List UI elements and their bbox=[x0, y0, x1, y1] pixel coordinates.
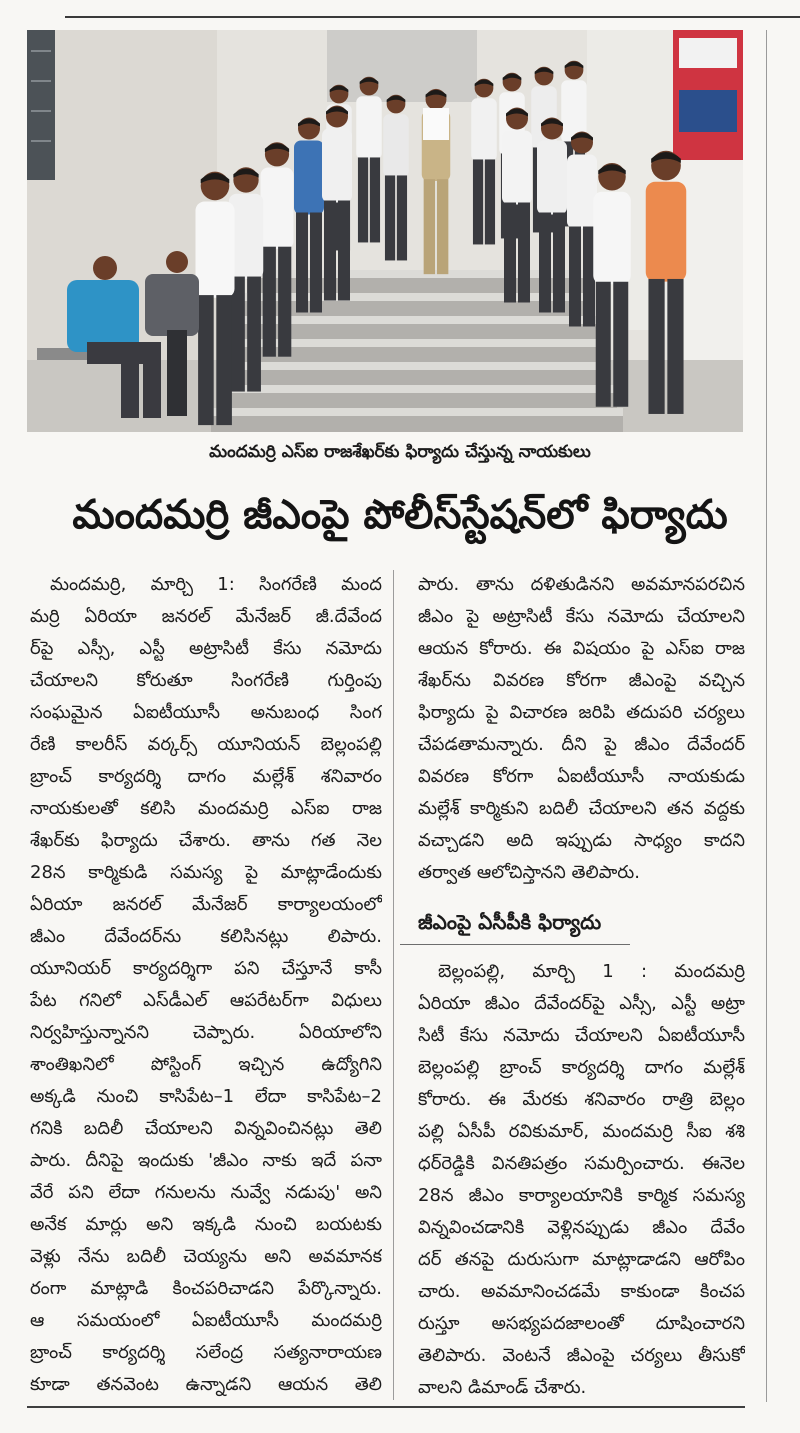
top-rule bbox=[65, 16, 800, 18]
text-line: వివరణ కోరగా ఏఐటీయూసీ నాయకుడు bbox=[418, 766, 745, 787]
text-line: యూనియర్ కార్యదర్శిగా పని చేస్తూనే కాసీ bbox=[30, 958, 382, 979]
text-line: అనేక మార్లు అని ఇక్కడి నుంచి బయటకు bbox=[30, 1214, 382, 1235]
text-line: సంఘమైన ఏఐటీయూసీ అనుబంధ సింగ bbox=[30, 702, 382, 723]
text-line: పారు. తాను దళితుడినని అవమానపరచిన bbox=[418, 574, 745, 595]
article-left-column bbox=[30, 569, 382, 1401]
text-line: బెల్లంపల్లి, మార్చి 1 : మందమర్రి bbox=[438, 961, 745, 982]
text-line: మందమర్రి, మార్చి 1: సింగరేణి మంద bbox=[50, 574, 382, 595]
text-line: బ్రాంచ్ కార్యదర్శి సలేంద్ర సత్యనారాయణ bbox=[30, 1342, 382, 1363]
text-line: పేట గనిలో ఎస్‌డీఎల్ ఆపరేటర్‌గా విధులు bbox=[30, 990, 382, 1011]
text-line: పల్లి ఏసీపీ రవికుమార్, మందమర్రి సీఐ శశి bbox=[418, 1121, 745, 1142]
text-line: తర్వాత ఆలోచిస్తానని తెలిపారు. bbox=[418, 862, 640, 883]
text-line: ఏరియా జీఎం దేవేందర్‌పై ఎస్సీ, ఎస్టీ అట్రా bbox=[418, 993, 745, 1014]
text-line: వాలని డిమాండ్ చేశారు. bbox=[418, 1377, 587, 1398]
text-line: మర్రి ఏరియా జనరల్ మేనేజర్ జీ.దేవేంద bbox=[30, 606, 382, 627]
text-line: వచ్చాడని అది ఇప్పుడు సాధ్యం కాదని bbox=[418, 830, 745, 851]
text-line: 28న కార్మికుడి సమస్య పై మాట్లాడేందుకు bbox=[30, 862, 382, 883]
text-line: ర్‌పై ఎస్సీ, ఎస్టీ అట్రాసిటీ కేసు నమోదు bbox=[30, 638, 382, 659]
text-line: కోరారు. ఈ మేరకు శనివారం రాత్రి బెల్లం bbox=[418, 1089, 745, 1110]
text-line: ఆయన కోరారు. ఈ విషయం పై ఎస్ఐ రాజ bbox=[418, 638, 745, 659]
text-line: శాంతిఖనిలో పోస్టింగ్ ఇచ్చిన ఉద్యోగిని bbox=[30, 1054, 382, 1075]
text-line: కూడా తనవెంట ఉన్నాడని ఆయన తెలి bbox=[30, 1374, 382, 1395]
text-line: ఏరియా జనరల్ మేనేజర్ కార్యాలయంలో bbox=[30, 894, 382, 915]
text-line: రేణి కాలరీస్ వర్కర్స్ యూనియన్ బెల్లంపల్లి bbox=[30, 734, 382, 755]
text-line: ధర్‌రెడ్డికి వినతిపత్రం సమర్పించారు. ఈనెల bbox=[418, 1153, 745, 1174]
subheading-underline bbox=[400, 944, 630, 945]
photo-caption: మందమర్రి ఎస్ఐ రాజశేఖర్‌కు ఫిర్యాదు చేస్తున్న నాయకులు bbox=[209, 442, 591, 462]
complaint-paper bbox=[423, 108, 449, 140]
text-line: విన్నవించడానికి వెళ్లినప్పుడు జీఎం దేవేం bbox=[418, 1217, 745, 1238]
text-line: చేయాలని కోరుతూ సింగరేణి గుర్తింపు bbox=[30, 670, 382, 691]
subheading: జీఎంపై ఏసీపీకి ఫిర్యాదు bbox=[418, 910, 602, 934]
text-line: రంగా మాట్లాడి కించపరిచాడని పేర్కొన్నారు. bbox=[30, 1278, 382, 1299]
text-line: వెళ్లు నేను బదిలీ చెయ్యను అని అవమానక bbox=[30, 1246, 382, 1267]
text-line: నిర్వహిస్తున్నానని చెప్పారు. ఏరియాలోని bbox=[30, 1022, 382, 1043]
text-line: జీఎం పై అట్రాసిటీ కేసు నమోదు చేయాలని bbox=[418, 606, 745, 627]
text-line: పారు. దీనిపై ఇందుకు 'జీఎం నాకు ఇదే పనా bbox=[30, 1150, 382, 1171]
text-line: చేపడతామన్నారు. దీని పై జీఎం దేవేందర్ bbox=[418, 734, 745, 755]
text-line: శేఖర్‌ను వివరణ కోరగా జీఎంపై వచ్చిన bbox=[418, 670, 745, 691]
text-line: చారు. అవమానించడమే కాకుండా కించప bbox=[418, 1281, 745, 1302]
text-line: నాయకులతో కలిసి మందమర్రి ఎస్ఐ రాజ bbox=[30, 798, 382, 819]
column-divider bbox=[393, 570, 394, 1400]
text-line: బెల్లంపల్లి బ్రాంచ్ కార్యదర్శి దాగం మల్లేశ్ bbox=[418, 1057, 745, 1078]
photo-illustration bbox=[27, 30, 743, 432]
text-line: వేరే పని లేదా గనులను నువ్వే నడుపు' అని bbox=[30, 1182, 382, 1203]
text-line: గనికి బదిలీ చేయాలని విన్నవించినట్లు తెలి bbox=[30, 1118, 382, 1139]
text-line: బ్రాంచ్ కార్యదర్శి దాగం మల్లేశ్ శనివారం bbox=[30, 766, 382, 787]
headline: మందమర్రి జీఎంపై పోలీస్‌స్టేషన్‌లో ఫిర్యాదు bbox=[72, 492, 728, 538]
text-line: ఆ సమయంలో ఏఐటీయూసీ మందమర్రి bbox=[30, 1310, 382, 1331]
news-photo bbox=[27, 30, 743, 432]
text-line: సిటీ కేసు నమోదు చేయాలని ఏఐటీయూసీ bbox=[418, 1025, 745, 1046]
right-column-rule bbox=[766, 30, 767, 1402]
text-line: అక్కడి నుంచి కాసిపేట–1 లేదా కాసిపేట–2 bbox=[30, 1086, 382, 1107]
text-line: మల్లేశ్ కార్మికుని బదిలీ చేయాలని తన వద్దకు bbox=[418, 798, 745, 819]
bottom-rule bbox=[27, 1406, 745, 1408]
text-line: శేఖర్‌కు ఫిర్యాదు చేశారు. తాను గత నెల bbox=[30, 830, 382, 851]
article-right-column bbox=[418, 569, 745, 889]
text-line: జీఎం దేవేందర్‌ను కలిసినట్లు లిపారు. bbox=[30, 926, 382, 947]
text-line: దర్ తనపై దురుసుగా మాట్లాడాడని ఆరోపిం bbox=[418, 1249, 745, 1270]
text-line: ఫిర్యాదు పై విచారణ జరిపి తదుపరి చర్యలు bbox=[418, 702, 745, 723]
text-line: రుస్తూ అసభ్యపదజాలంతో దూషించారని bbox=[418, 1313, 745, 1334]
text-line: 28న జీఎం కార్యాలయానికి కార్మిక సమస్య bbox=[418, 1185, 745, 1206]
text-line: తెలిపారు. వెంటనే జీఎంపై చర్యలు తీసుకో bbox=[418, 1345, 745, 1366]
sub-article-column bbox=[418, 956, 745, 1404]
